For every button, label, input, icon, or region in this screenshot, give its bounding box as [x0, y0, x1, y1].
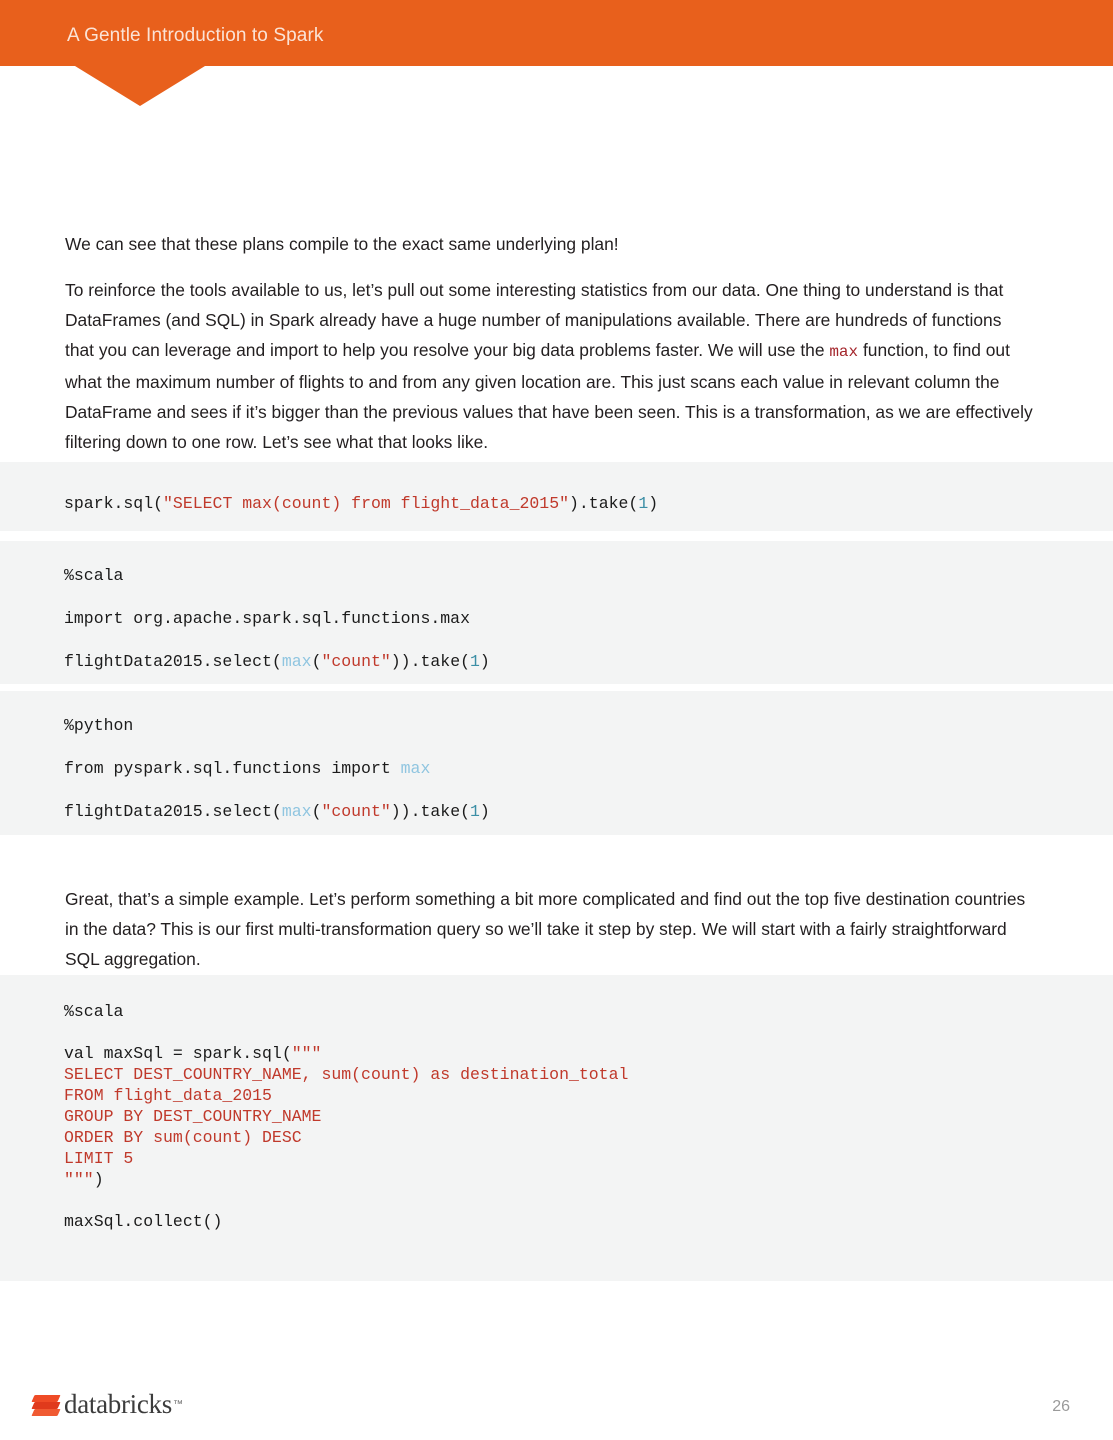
- code-line: [64, 1211, 1113, 1232]
- code-line: [64, 1001, 1113, 1022]
- paragraph-text-part-1: To reinforce the tools available to us, let’s pull out some interesting statistics from our data. One thing to understand is that DataFrames (and SQL) in Spark already have a huge number of manipulations available. There are hundreds of functions that you can leverage and import to help you resolve your big data problems faster. We will use the: [65, 280, 1004, 361]
- code-token: LIMIT 5: [64, 1149, 134, 1168]
- code-line: [64, 758, 1113, 779]
- code-token: "count": [321, 652, 391, 671]
- code-token: flightData2015.select(: [64, 652, 282, 671]
- databricks-logo: [33, 1389, 183, 1420]
- databricks-logo-icon: [33, 1393, 59, 1417]
- header-notch-triangle: [75, 66, 205, 106]
- databricks-logo-text: databricks: [64, 1389, 172, 1419]
- code-line: [64, 608, 1113, 629]
- logo-slab-top: [31, 1395, 60, 1402]
- paragraph-intro: We can see that these plans compile to the exact same underlying plan!: [65, 234, 619, 255]
- page-footer: [0, 1375, 1113, 1440]
- code-line: [64, 1169, 1113, 1190]
- code-token: (: [311, 802, 322, 821]
- code-token: """: [64, 1170, 94, 1189]
- code-line: [64, 1043, 1113, 1064]
- code-token: %python: [64, 716, 134, 735]
- paragraph-great-example: Great, that’s a simple example. Let’s perform something a bit more complicated and find out the top five destination countries in the data? This is our first multi-transformation query so we’ll take it step by step. We will start with a fairly straightforward SQL aggregation.: [65, 889, 1026, 970]
- code-token: val maxSql = spark.sql(: [64, 1044, 292, 1063]
- code-block-inner: [0, 541, 1113, 672]
- code-token: ).take(: [569, 494, 639, 513]
- code-token: 1: [638, 494, 649, 513]
- code-line: [64, 1106, 1113, 1127]
- code-line: [64, 1064, 1113, 1085]
- page-number: 26: [1052, 1398, 1070, 1415]
- code-block-inner: [0, 462, 1113, 514]
- code-token: ): [93, 1170, 104, 1189]
- logo-slab-middle: [31, 1402, 60, 1409]
- code-token: )).take(: [390, 652, 470, 671]
- code-token: import org.apache.spark.sql.functions.max: [64, 609, 470, 628]
- code-token: max: [281, 802, 312, 821]
- code-line: [64, 715, 1113, 736]
- code-token: %scala: [64, 1002, 124, 1021]
- logo-slab-bottom: [31, 1409, 60, 1416]
- code-block-python-max[interactable]: [0, 691, 1113, 835]
- code-token: (: [311, 652, 322, 671]
- code-token: "count": [321, 802, 391, 821]
- code-token: %scala: [64, 566, 124, 585]
- code-token: GROUP BY DEST_COUNTRY_NAME: [64, 1107, 322, 1126]
- code-line: [64, 1127, 1113, 1148]
- code-line: [64, 493, 1113, 514]
- code-line: [64, 1148, 1113, 1169]
- code-token: ): [479, 802, 490, 821]
- trademark-symbol: ™: [172, 1399, 183, 1410]
- code-block-sql-take[interactable]: [0, 462, 1113, 531]
- code-token: spark.sql(: [64, 494, 164, 513]
- code-token: ): [648, 494, 659, 513]
- code-token: """: [291, 1044, 322, 1063]
- code-token: )).take(: [390, 802, 470, 821]
- code-line: [64, 1022, 1113, 1043]
- paragraph-reinforce: [65, 275, 1033, 457]
- code-token: FROM flight_data_2015: [64, 1086, 272, 1105]
- code-block-scala-maxsql[interactable]: [0, 975, 1113, 1281]
- code-token: ORDER BY sum(count) DESC: [64, 1128, 302, 1147]
- code-line: [64, 651, 1113, 672]
- code-line: [64, 1085, 1113, 1106]
- code-token: "SELECT max(count) from flight_data_2015": [163, 494, 569, 513]
- code-token: from pyspark.sql.functions import: [64, 759, 401, 778]
- code-line: [64, 565, 1113, 586]
- code-token: SELECT DEST_COUNTRY_NAME, sum(count) as destination_total: [64, 1065, 629, 1084]
- code-token: max: [400, 759, 431, 778]
- code-line: [64, 801, 1113, 822]
- code-token: 1: [470, 652, 480, 671]
- code-token: flightData2015.select(: [64, 802, 282, 821]
- code-line: [64, 1190, 1113, 1211]
- code-token: 1: [470, 802, 480, 821]
- inline-code-max: max: [829, 343, 859, 362]
- code-block-inner: [0, 975, 1113, 1232]
- code-token: ): [479, 652, 490, 671]
- code-token: max: [281, 652, 312, 671]
- paragraph-text-part-2: function, to find out what the maximum number of flights to and from any given location are. This just scans each value in relevant column the DataFrame and sees if it’s bigger than the previous values that have been seen. This is a transformation, as we are effectively filtering down to one row. Let’s see what that looks like.: [65, 340, 1033, 453]
- page-title: A Gentle Introduction to Spark: [67, 25, 324, 46]
- code-block-inner: [0, 691, 1113, 822]
- code-block-scala-max[interactable]: [0, 541, 1113, 684]
- code-token: maxSql.collect(): [64, 1212, 223, 1231]
